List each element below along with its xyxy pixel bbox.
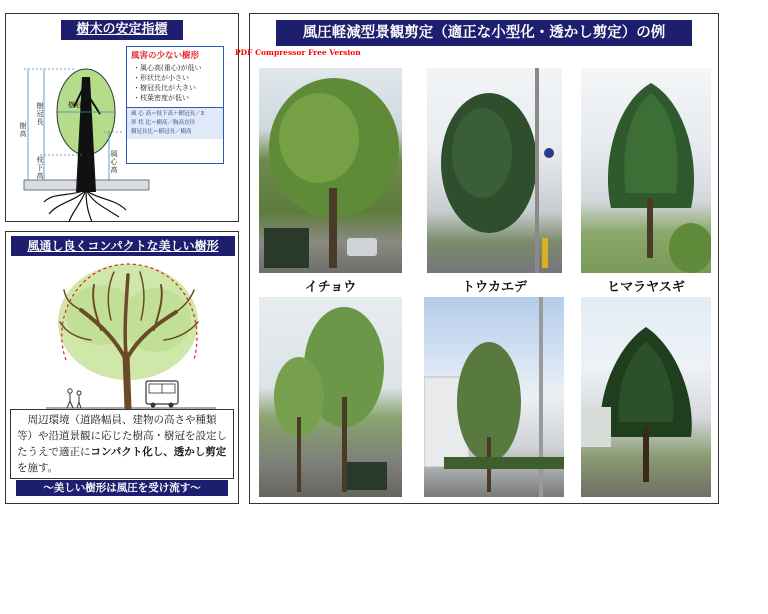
photo-maple-after	[424, 297, 564, 497]
examples-title: 風圧軽減型景観剪定（適正な小型化・透かし剪定）の例	[276, 20, 692, 46]
caption-cedar: ヒマラヤスギ	[607, 280, 685, 295]
photo-maple-before	[427, 68, 562, 273]
legend-formula: 風 心 高＝枝下高＋樹冠長／3	[131, 111, 204, 117]
legend-formula: 形 状 比＝樹高／胸高直径	[131, 120, 195, 126]
photo-cedar-after	[581, 297, 711, 497]
pedestrians-icon	[64, 387, 86, 409]
legend-item: ・風心高(重心)が低い	[133, 64, 202, 72]
legend-formula: 樹冠長比＝樹冠長／樹高	[131, 129, 192, 135]
compact-panel	[5, 231, 239, 504]
legend-heading: 風害の少ない樹形	[131, 51, 200, 61]
label-tree-height: 樹高	[19, 122, 27, 138]
legend-formulas	[127, 107, 223, 139]
stability-title: 樹木の安定指標	[61, 20, 183, 40]
label-crown-width: 樹冠幅	[68, 101, 89, 109]
label-clear-length: 枝下高	[36, 156, 44, 180]
photo-cedar-before	[581, 68, 711, 273]
legend-items	[127, 63, 223, 103]
compact-slogan: 〜美しい樹形は風圧を受け流す〜	[16, 480, 228, 496]
watermark-text: PDF Compressor Free Version	[235, 48, 361, 57]
photo-ginkgo-before	[259, 68, 402, 273]
examples-panel	[249, 13, 719, 504]
caption-ginkgo: イチョウ	[304, 280, 357, 295]
legend-item: ・枝葉密度が低い	[133, 94, 189, 102]
wind-legend	[126, 46, 224, 164]
stability-panel	[5, 13, 239, 222]
roots	[44, 190, 126, 222]
bus-icon	[144, 379, 180, 409]
compact-title: 風通し良くコンパクトな美しい樹形	[11, 236, 235, 256]
legend-item: ・形状比が小さい	[133, 74, 189, 82]
label-wind-center: 風心高	[110, 150, 118, 174]
caption-maple: トウカエデ	[461, 280, 527, 295]
photo-ginkgo-after	[259, 297, 402, 497]
legend-item: ・樹冠長比が大きい	[133, 84, 196, 92]
label-crown-length: 樹冠長	[36, 102, 44, 126]
compact-description: 周辺環境（道路幅員、建物の高さや種類等）や沿道景観に応じた樹高・樹冠を設定したうえで適正にコンパクト化し、透かし剪定を施す。	[10, 409, 234, 479]
